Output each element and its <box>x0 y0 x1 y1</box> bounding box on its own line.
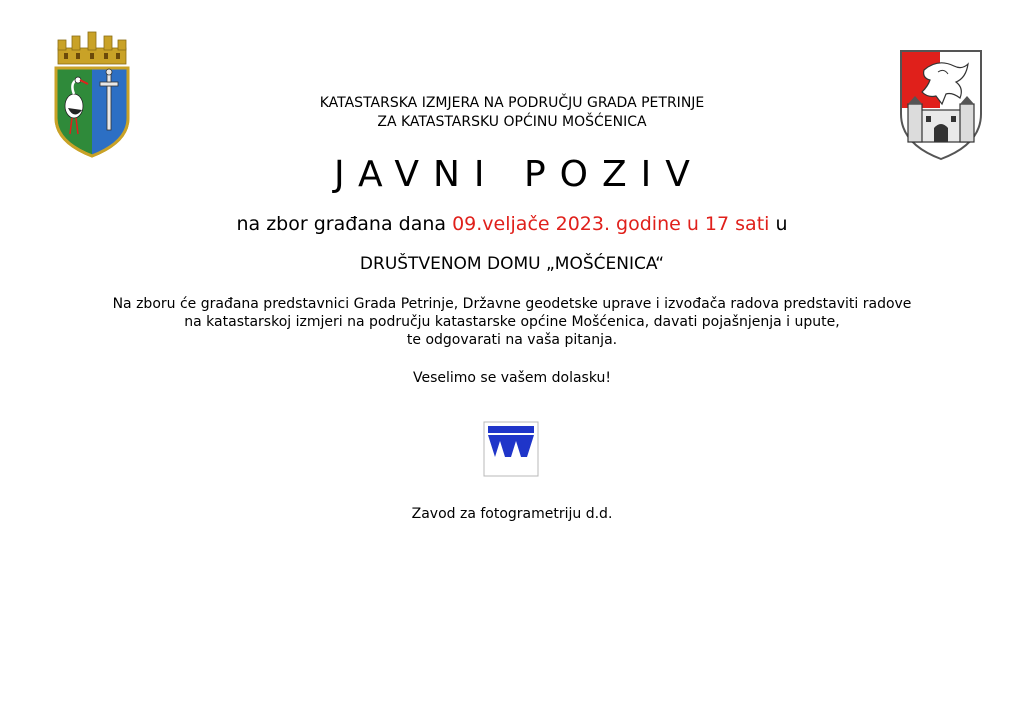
body-line-3: te odgovarati na vaša pitanja. <box>406 332 618 348</box>
invitation-line <box>0 211 1024 237</box>
header-line-2: ZA KATASTARSKU OPĆINU MOŠĆENICA <box>377 114 647 130</box>
company-name: Zavod za fotogrametriju d.d. <box>411 506 613 522</box>
invitation-prefix: na zbor građana dana <box>236 213 453 235</box>
body-line-1: Na zboru će građana predstavnici Grada Petrinje, Državne geodetske uprave i izvođača radova predstaviti radove <box>112 296 912 312</box>
meeting-date-time: 09.veljače 2023. godine u 17 sati <box>452 213 770 235</box>
header-line-1: KATASTARSKA IZMJERA NA PODRUČJU GRADA PETRINJE <box>319 95 705 111</box>
closing-line: Veselimo se vašem dolasku! <box>412 370 612 386</box>
meeting-venue: DRUŠTVENOM DOMU „MOŠĆENICA“ <box>359 254 665 274</box>
zavod-za-fotogrametriju-logo-icon <box>483 421 539 477</box>
notice-title: JAVNI POZIV <box>334 154 704 195</box>
invitation-suffix: u <box>769 213 788 235</box>
notice-body <box>0 295 1024 349</box>
body-line-2: na katastarskoj izmjeri na području katastarske općine Mošćenica, davati pojašnjenja i upute, <box>184 314 840 330</box>
header-block <box>0 94 1024 132</box>
